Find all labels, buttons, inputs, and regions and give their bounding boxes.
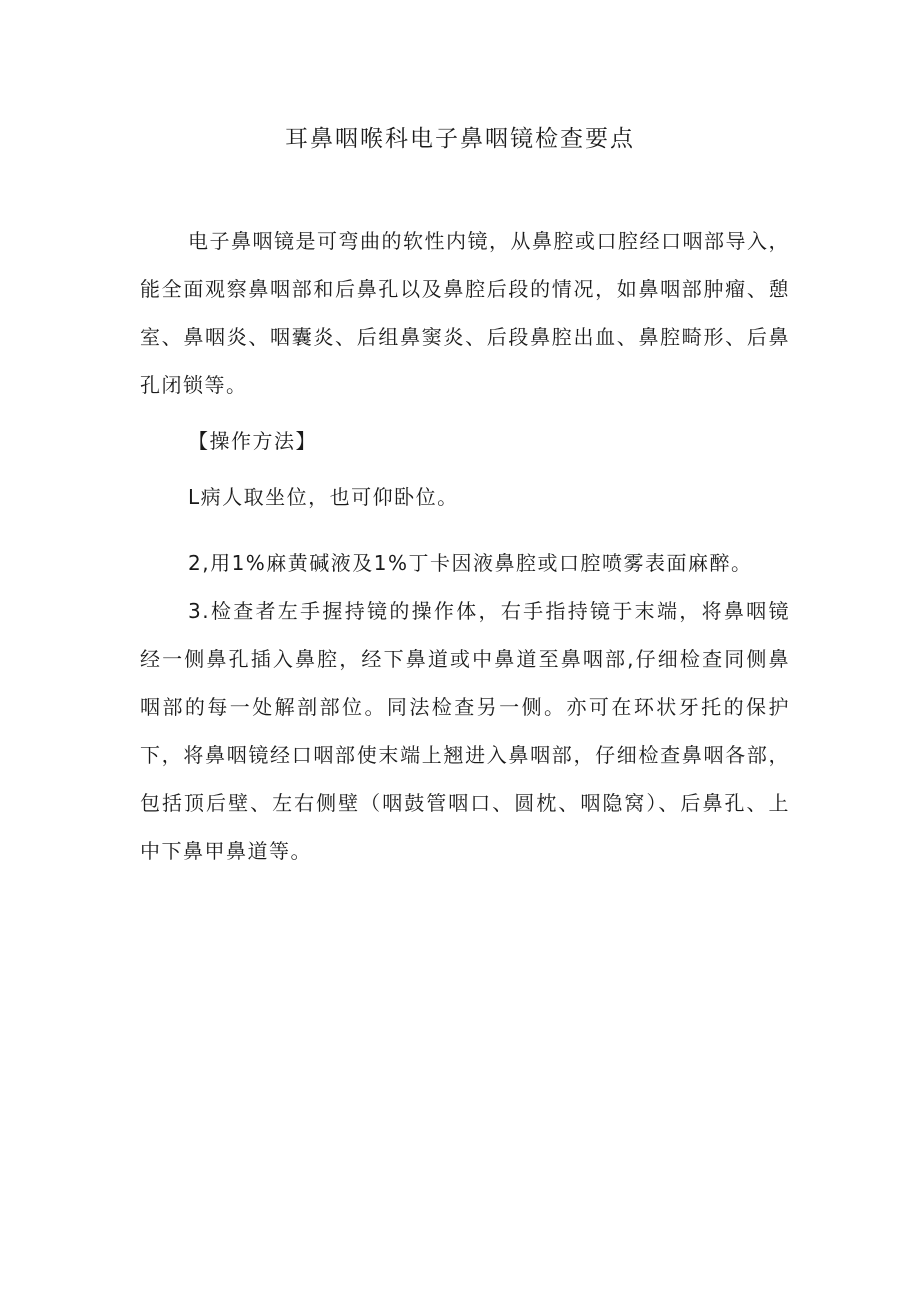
intro-paragraph: 电子鼻咽镜是可弯曲的软性内镜，从鼻腔或口腔经口咽部导入，能全面观察鼻咽部和后鼻孔以及鼻腔后段的情况，如鼻咽部肿瘤、憩室、鼻咽炎、咽囊炎、后组鼻窦炎、后段鼻腔出血、鼻腔畸形、后鼻孔闭锁等。 [140, 229, 790, 397]
step-2: 2,用1%麻黄碱液及1%丁卡因液鼻腔或口腔喷雾表面麻醉。 [188, 551, 753, 575]
document-body [140, 217, 790, 875]
step-3: 3.检查者左手握持镜的操作体，右手指持镜于末端，将鼻咽镜经一侧鼻孔插入鼻腔，经下鼻道或中鼻道至鼻咽部,仔细检查同侧鼻咽部的每一处解剖部位。同法检查另一侧。亦可在环状牙托的保护下，将鼻咽镜经口咽部使末端上翘进入鼻咽部，仔细检查鼻咽各部，包括顶后壁、左右侧壁（咽鼓管咽口、圆枕、咽隐窝）、后鼻孔、上中下鼻甲鼻道等。 [140, 599, 790, 863]
document-title: 耳鼻咽喉科电子鼻咽镜检查要点 [285, 126, 635, 152]
step-1: L病人取坐位，也可仰卧位。 [188, 485, 459, 509]
section-heading: 【操作方法】 [188, 429, 317, 453]
